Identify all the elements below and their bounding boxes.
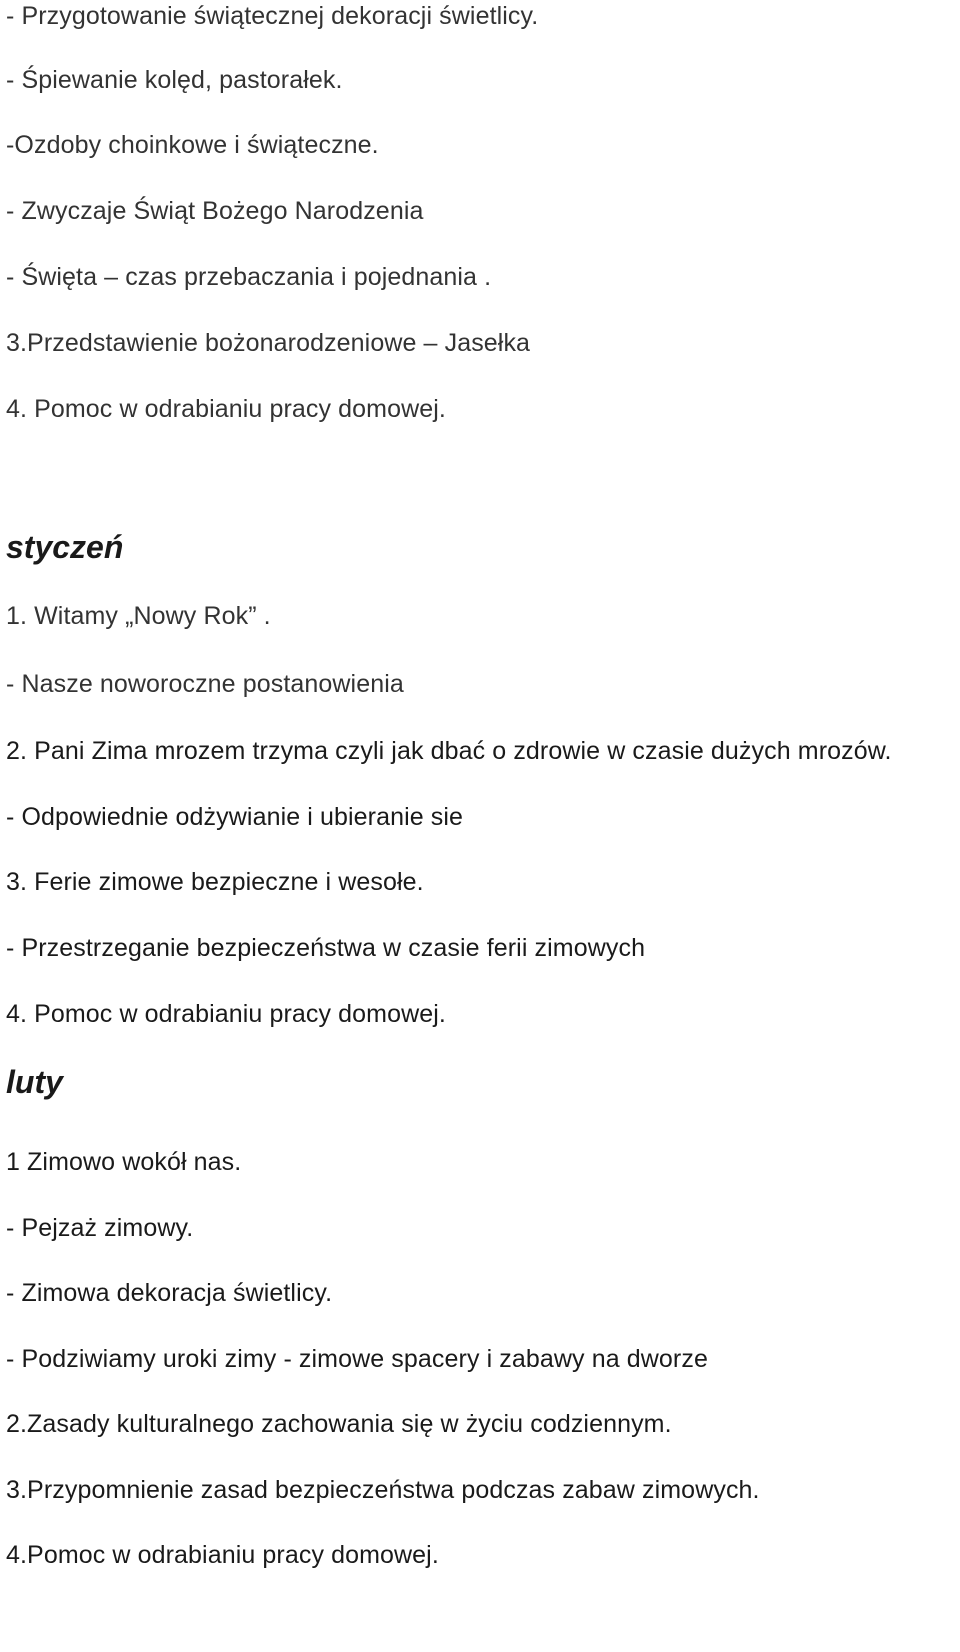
list-item: 1 Zimowo wokół nas. xyxy=(6,1148,242,1176)
list-item: 2.Zasady kulturalnego zachowania się w życiu codziennym. xyxy=(6,1410,672,1438)
list-item: - Święta – czas przebaczania i pojednania . xyxy=(6,263,492,291)
list-item: - Przygotowanie świątecznej dekoracji świetlicy. xyxy=(6,2,539,30)
list-item: 3. Ferie zimowe bezpieczne i wesołe. xyxy=(6,868,424,896)
list-item: - Podziwiamy uroki zimy - zimowe spacery i zabawy na dworze xyxy=(6,1345,708,1373)
list-item: - Śpiewanie kolęd, pastorałek. xyxy=(6,66,343,94)
list-item: - Zwyczaje Świąt Bożego Narodzenia xyxy=(6,197,424,225)
list-item: 3.Przedstawienie bożonarodzeniowe – Jasełka xyxy=(6,329,531,357)
list-item: - Zimowa dekoracja świetlicy. xyxy=(6,1279,333,1307)
month-heading-february: luty xyxy=(6,1064,63,1100)
list-item: - Przestrzeganie bezpieczeństwa w czasie ferii zimowych xyxy=(6,934,646,962)
list-item: 3.Przypomnienie zasad bezpieczeństwa podczas zabaw zimowych. xyxy=(6,1476,760,1504)
list-item: 4.Pomoc w odrabianiu pracy domowej. xyxy=(6,1541,439,1569)
list-item: -Ozdoby choinkowe i świąteczne. xyxy=(6,131,379,159)
list-item: - Pejzaż zimowy. xyxy=(6,1214,194,1242)
list-item: 4. Pomoc w odrabianiu pracy domowej. xyxy=(6,395,446,423)
list-item: 2. Pani Zima mrozem trzyma czyli jak dbać o zdrowie w czasie dużych mrozów. xyxy=(6,737,892,765)
list-item: - Odpowiednie odżywianie i ubieranie sie xyxy=(6,803,464,831)
month-heading-january: styczeń xyxy=(6,529,124,565)
list-item: 4. Pomoc w odrabianiu pracy domowej. xyxy=(6,1000,446,1028)
list-item: 1. Witamy „Nowy Rok” . xyxy=(6,602,271,630)
list-item: - Nasze noworoczne postanowienia xyxy=(6,670,404,698)
